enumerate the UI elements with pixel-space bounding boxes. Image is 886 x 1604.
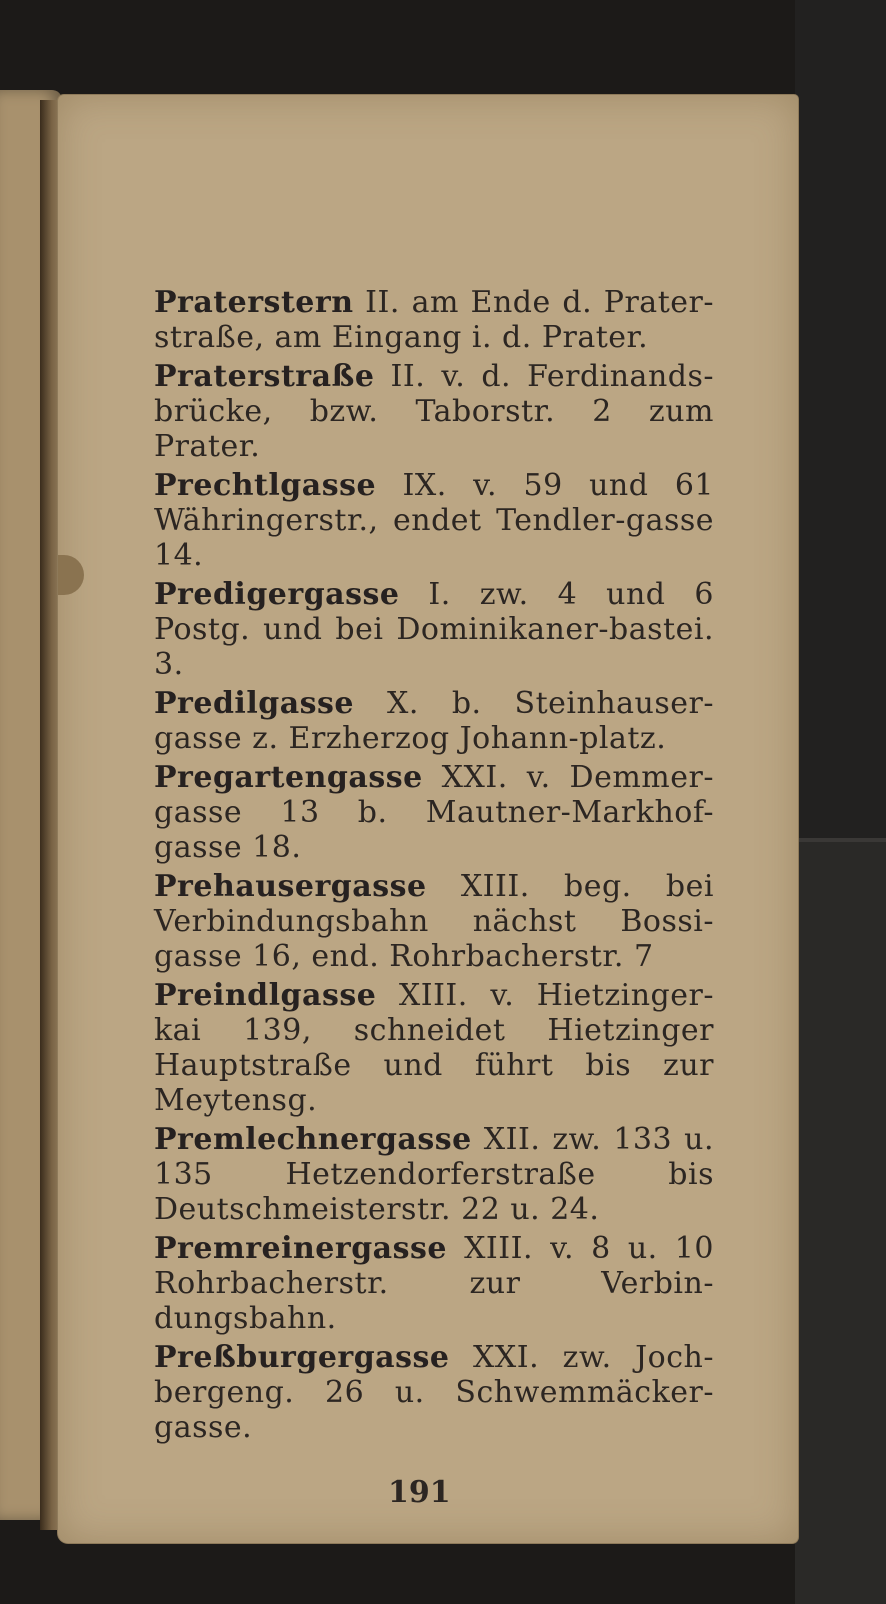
street-description: IX. v. 59 und 61 Währingerstr., endet Tendler-gasse 14. <box>154 468 714 573</box>
directory-entry <box>154 359 714 464</box>
directory-entry <box>154 686 714 756</box>
street-name: Predilgasse <box>154 686 355 721</box>
background-lower <box>795 842 886 1604</box>
directory-entry <box>154 760 714 865</box>
street-description: XXI. zw. Joch-bergeng. 26 u. Schwemmäcker-gasse. <box>154 1340 714 1445</box>
street-description: XIII. v. Hietzinger-kai 139, schneidet Hietzinger Hauptstraße und führt bis zur Meytensg. <box>154 978 714 1118</box>
directory-entry <box>154 1122 714 1227</box>
street-name: Praterstraße <box>154 359 375 394</box>
street-name: Pregartengasse <box>154 760 423 795</box>
directory-entry <box>154 1231 714 1336</box>
background-upper <box>795 0 886 838</box>
directory-entry <box>154 285 714 355</box>
street-description: II. v. d. Ferdinands-brücke, bzw. Taborstr. 2 zum Prater. <box>154 359 715 464</box>
directory-entry <box>154 577 714 682</box>
directory-entry <box>154 1340 714 1445</box>
street-name: Preindlgasse <box>154 978 377 1013</box>
street-name: Preßburgergasse <box>154 1340 450 1375</box>
street-name: Prehausergasse <box>154 869 427 904</box>
street-name: Premlechnergasse <box>154 1122 472 1157</box>
street-description: XII. zw. 133 u. 135 Hetzendorferstraße bis Deutschmeisterstr. 22 u. 24. <box>154 1122 714 1227</box>
directory-entry <box>154 869 714 974</box>
page-tab-mark <box>58 555 84 595</box>
street-description: XXI. v. Demmer-gasse 13 b. Mautner-Markhof-gasse 18. <box>154 760 714 865</box>
street-name: Predigergasse <box>154 577 400 612</box>
street-description: XIII. v. 8 u. 10 Rohrbacherstr. zur Verbin-dungsbahn. <box>154 1231 714 1336</box>
street-name: Prechtlgasse <box>154 468 377 503</box>
street-name: Premreinergasse <box>154 1231 447 1266</box>
street-description: XIII. beg. bei Verbindungsbahn nächst Bossi-gasse 16, end. Rohrbacherstr. 7 <box>154 869 714 974</box>
directory-entry <box>154 468 714 573</box>
street-directory-list <box>154 285 714 1449</box>
street-name: Praterstern <box>154 285 354 320</box>
page-number: 191 <box>388 1475 451 1510</box>
street-description: X. b. Steinhauser-gasse z. Erzherzog Johann-platz. <box>154 686 714 756</box>
street-description: I. zw. 4 und 6 Postg. und bei Dominikaner-bastei. 3. <box>154 577 714 682</box>
street-description: II. am Ende d. Prater-straße, am Eingang i. d. Prater. <box>154 285 714 355</box>
book-page <box>58 95 798 1543</box>
directory-entry <box>154 978 714 1118</box>
